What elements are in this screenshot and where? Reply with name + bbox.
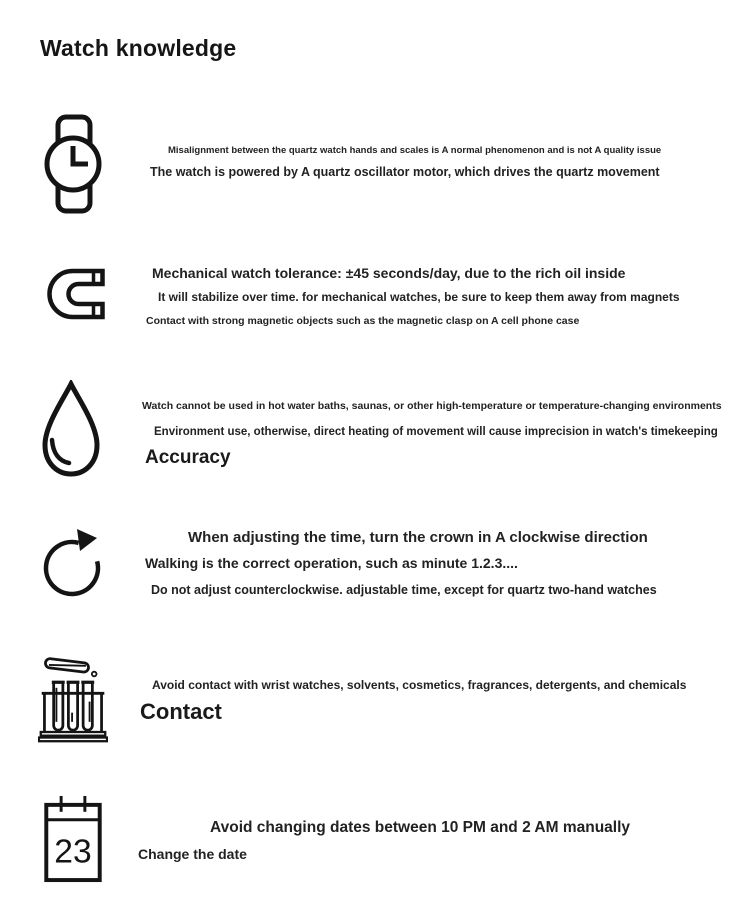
section-accuracy-text: [138, 399, 750, 470]
calendar-day-label: 23: [54, 833, 92, 871]
test-tubes-icon: [38, 650, 108, 744]
note-line: It will stabilize over time. for mechanical watches, be sure to keep them away from magnets: [158, 290, 680, 304]
watch-icon: [43, 112, 103, 216]
section-quartz-text: [138, 143, 750, 182]
magnet-icon: [42, 266, 107, 322]
calendar-icon: [41, 793, 105, 886]
note-line: Do not adjust counterclockwise. adjustable time, except for quartz two-hand watches: [151, 583, 657, 597]
section-heading: Accuracy: [145, 447, 231, 468]
note-line: Watch cannot be used in hot water baths, saunas, or other high-temperature or temperature-changing environments: [142, 400, 722, 412]
note-line: Change the date: [138, 846, 247, 862]
note-line: Contact with strong magnetic objects such as the magnetic clasp on A cell phone case: [146, 315, 580, 327]
section-contact-text: [138, 677, 750, 725]
section-date-text: [138, 818, 750, 864]
note-line: Avoid changing dates between 10 PM and 2 AM manually: [210, 819, 631, 836]
note-line: When adjusting the time, turn the crown in A clockwise direction: [188, 529, 648, 546]
note-line: Walking is the correct operation, such as minute 1.2.3....: [145, 555, 518, 571]
note-line: Misalignment between the quartz watch hands and scales is A normal phenomenon and is not A quality issue: [168, 145, 662, 156]
note-line: Avoid contact with wrist watches, solvents, cosmetics, fragrances, detergents, and chemicals: [152, 678, 687, 692]
section-heading: Contact: [140, 699, 222, 724]
note-line: Environment use, otherwise, direct heating of movement will cause imprecision in watch's timekeeping: [154, 426, 718, 438]
section-crown-text: [138, 528, 750, 599]
clockwise-arrow-icon: [41, 524, 107, 608]
water-drop-icon: [38, 380, 104, 478]
page-title: Watch knowledge: [40, 35, 237, 61]
section-magnet-text: [138, 264, 750, 329]
note-line: The watch is powered by A quartz oscillator motor, which drives the quartz movement: [150, 165, 660, 179]
note-line: Mechanical watch tolerance: ±45 seconds/day, due to the rich oil inside: [152, 265, 626, 281]
